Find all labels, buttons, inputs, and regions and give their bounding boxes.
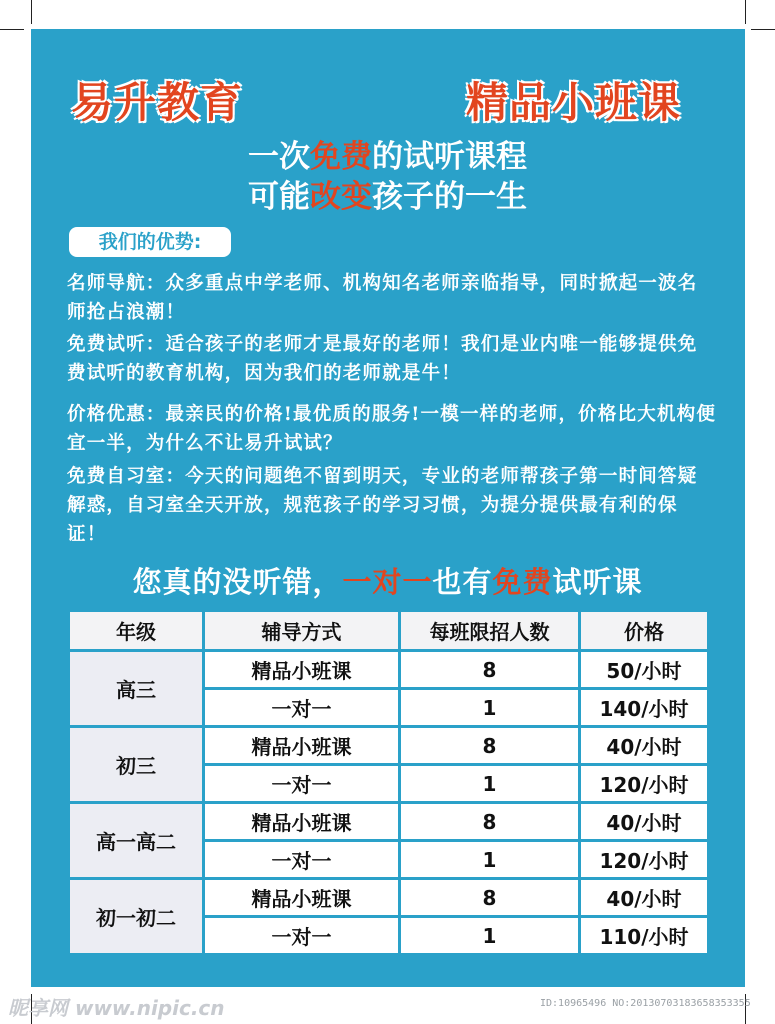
table-row [69, 803, 709, 841]
type-cell: 精品小班课 [204, 727, 400, 765]
site-logo: 昵享网 www.nipic.cn [8, 996, 225, 1020]
type-cell: 精品小班课 [204, 803, 400, 841]
slogan-text: 孩子的一生 [372, 179, 527, 215]
type-cell: 一对一 [204, 689, 400, 727]
paragraph-free-trial: 免费试听：适合孩子的老师才是最好的老师！我们是业内唯一能够提供免费试听的教育机构，因为我们的老师就是牛！ [67, 334, 698, 384]
slogan-text: 的试听课程 [372, 139, 527, 175]
capacity-cell: 1 [400, 765, 580, 803]
brand-name: 易升教育 [71, 78, 244, 127]
paragraph-teachers: 名师导航：众多重点中学老师、机构知名老师亲临指导，同时掀起一波名师抢占浪潮！ [67, 273, 698, 323]
header-capacity: 每班限招人数 [400, 611, 580, 651]
paragraph-price: 价格优惠：最亲民的价格!最优质的服务!一模一样的老师，价格比大机构便宜一半，为什么不让易升试试？ [67, 404, 717, 454]
grade-cell: 高一高二 [69, 803, 204, 879]
price-cell: 40/小时 [580, 727, 709, 765]
image-watermark: ID:10965496 NO:20130703183658353355 [540, 998, 751, 1009]
slogan-line-2 [0, 171, 775, 216]
grade-cell: 初三 [69, 727, 204, 803]
type-cell: 一对一 [204, 917, 400, 955]
header-type: 辅导方式 [204, 611, 400, 651]
capacity-cell: 1 [400, 841, 580, 879]
header-price: 价格 [580, 611, 709, 651]
crop-mark [31, 0, 32, 24]
headline-text: 试听课 [552, 565, 643, 599]
price-cell: 120/小时 [580, 841, 709, 879]
crop-mark [0, 29, 24, 30]
slogan-highlight: 改变 [310, 179, 372, 215]
price-cell: 40/小时 [580, 803, 709, 841]
crop-mark [745, 0, 746, 24]
headline-highlight: 一对一 [342, 565, 433, 599]
header-grade: 年级 [69, 611, 204, 651]
slogan-highlight: 免费 [310, 139, 372, 175]
capacity-cell: 1 [400, 917, 580, 955]
price-cell: 120/小时 [580, 765, 709, 803]
table-header-row [69, 611, 709, 651]
paragraph-study-room: 免费自习室：今天的问题绝不留到明天，专业的老师帮孩子第一时间答疑解惑，自习室全天开放，规范孩子的学习习惯，为提分提供最有利的保证！ [67, 466, 698, 545]
type-cell: 一对一 [204, 841, 400, 879]
slogan-text: 一次 [248, 139, 310, 175]
table-row [69, 727, 709, 765]
headline-text: 也有 [432, 565, 493, 599]
price-table [67, 609, 710, 956]
price-cell: 110/小时 [580, 917, 709, 955]
price-cell: 50/小时 [580, 651, 709, 689]
type-cell: 精品小班课 [204, 879, 400, 917]
grade-cell: 高三 [69, 651, 204, 727]
headline [0, 560, 775, 601]
capacity-cell: 8 [400, 879, 580, 917]
table-row [69, 651, 709, 689]
headline-highlight: 免费 [492, 565, 553, 599]
capacity-cell: 8 [400, 803, 580, 841]
capacity-cell: 8 [400, 727, 580, 765]
capacity-cell: 1 [400, 689, 580, 727]
type-cell: 精品小班课 [204, 651, 400, 689]
brand-product: 精品小班课 [466, 78, 682, 127]
headline-text: 您真的没听错， [132, 565, 343, 599]
price-cell: 40/小时 [580, 879, 709, 917]
grade-cell: 初一初二 [69, 879, 204, 955]
slogan-line-1 [0, 131, 775, 176]
capacity-cell: 8 [400, 651, 580, 689]
slogan-text: 可能 [248, 179, 310, 215]
type-cell: 一对一 [204, 765, 400, 803]
price-cell: 140/小时 [580, 689, 709, 727]
crop-mark [751, 29, 775, 30]
table-row [69, 879, 709, 917]
advantages-title: 我们的优势: [69, 227, 231, 257]
